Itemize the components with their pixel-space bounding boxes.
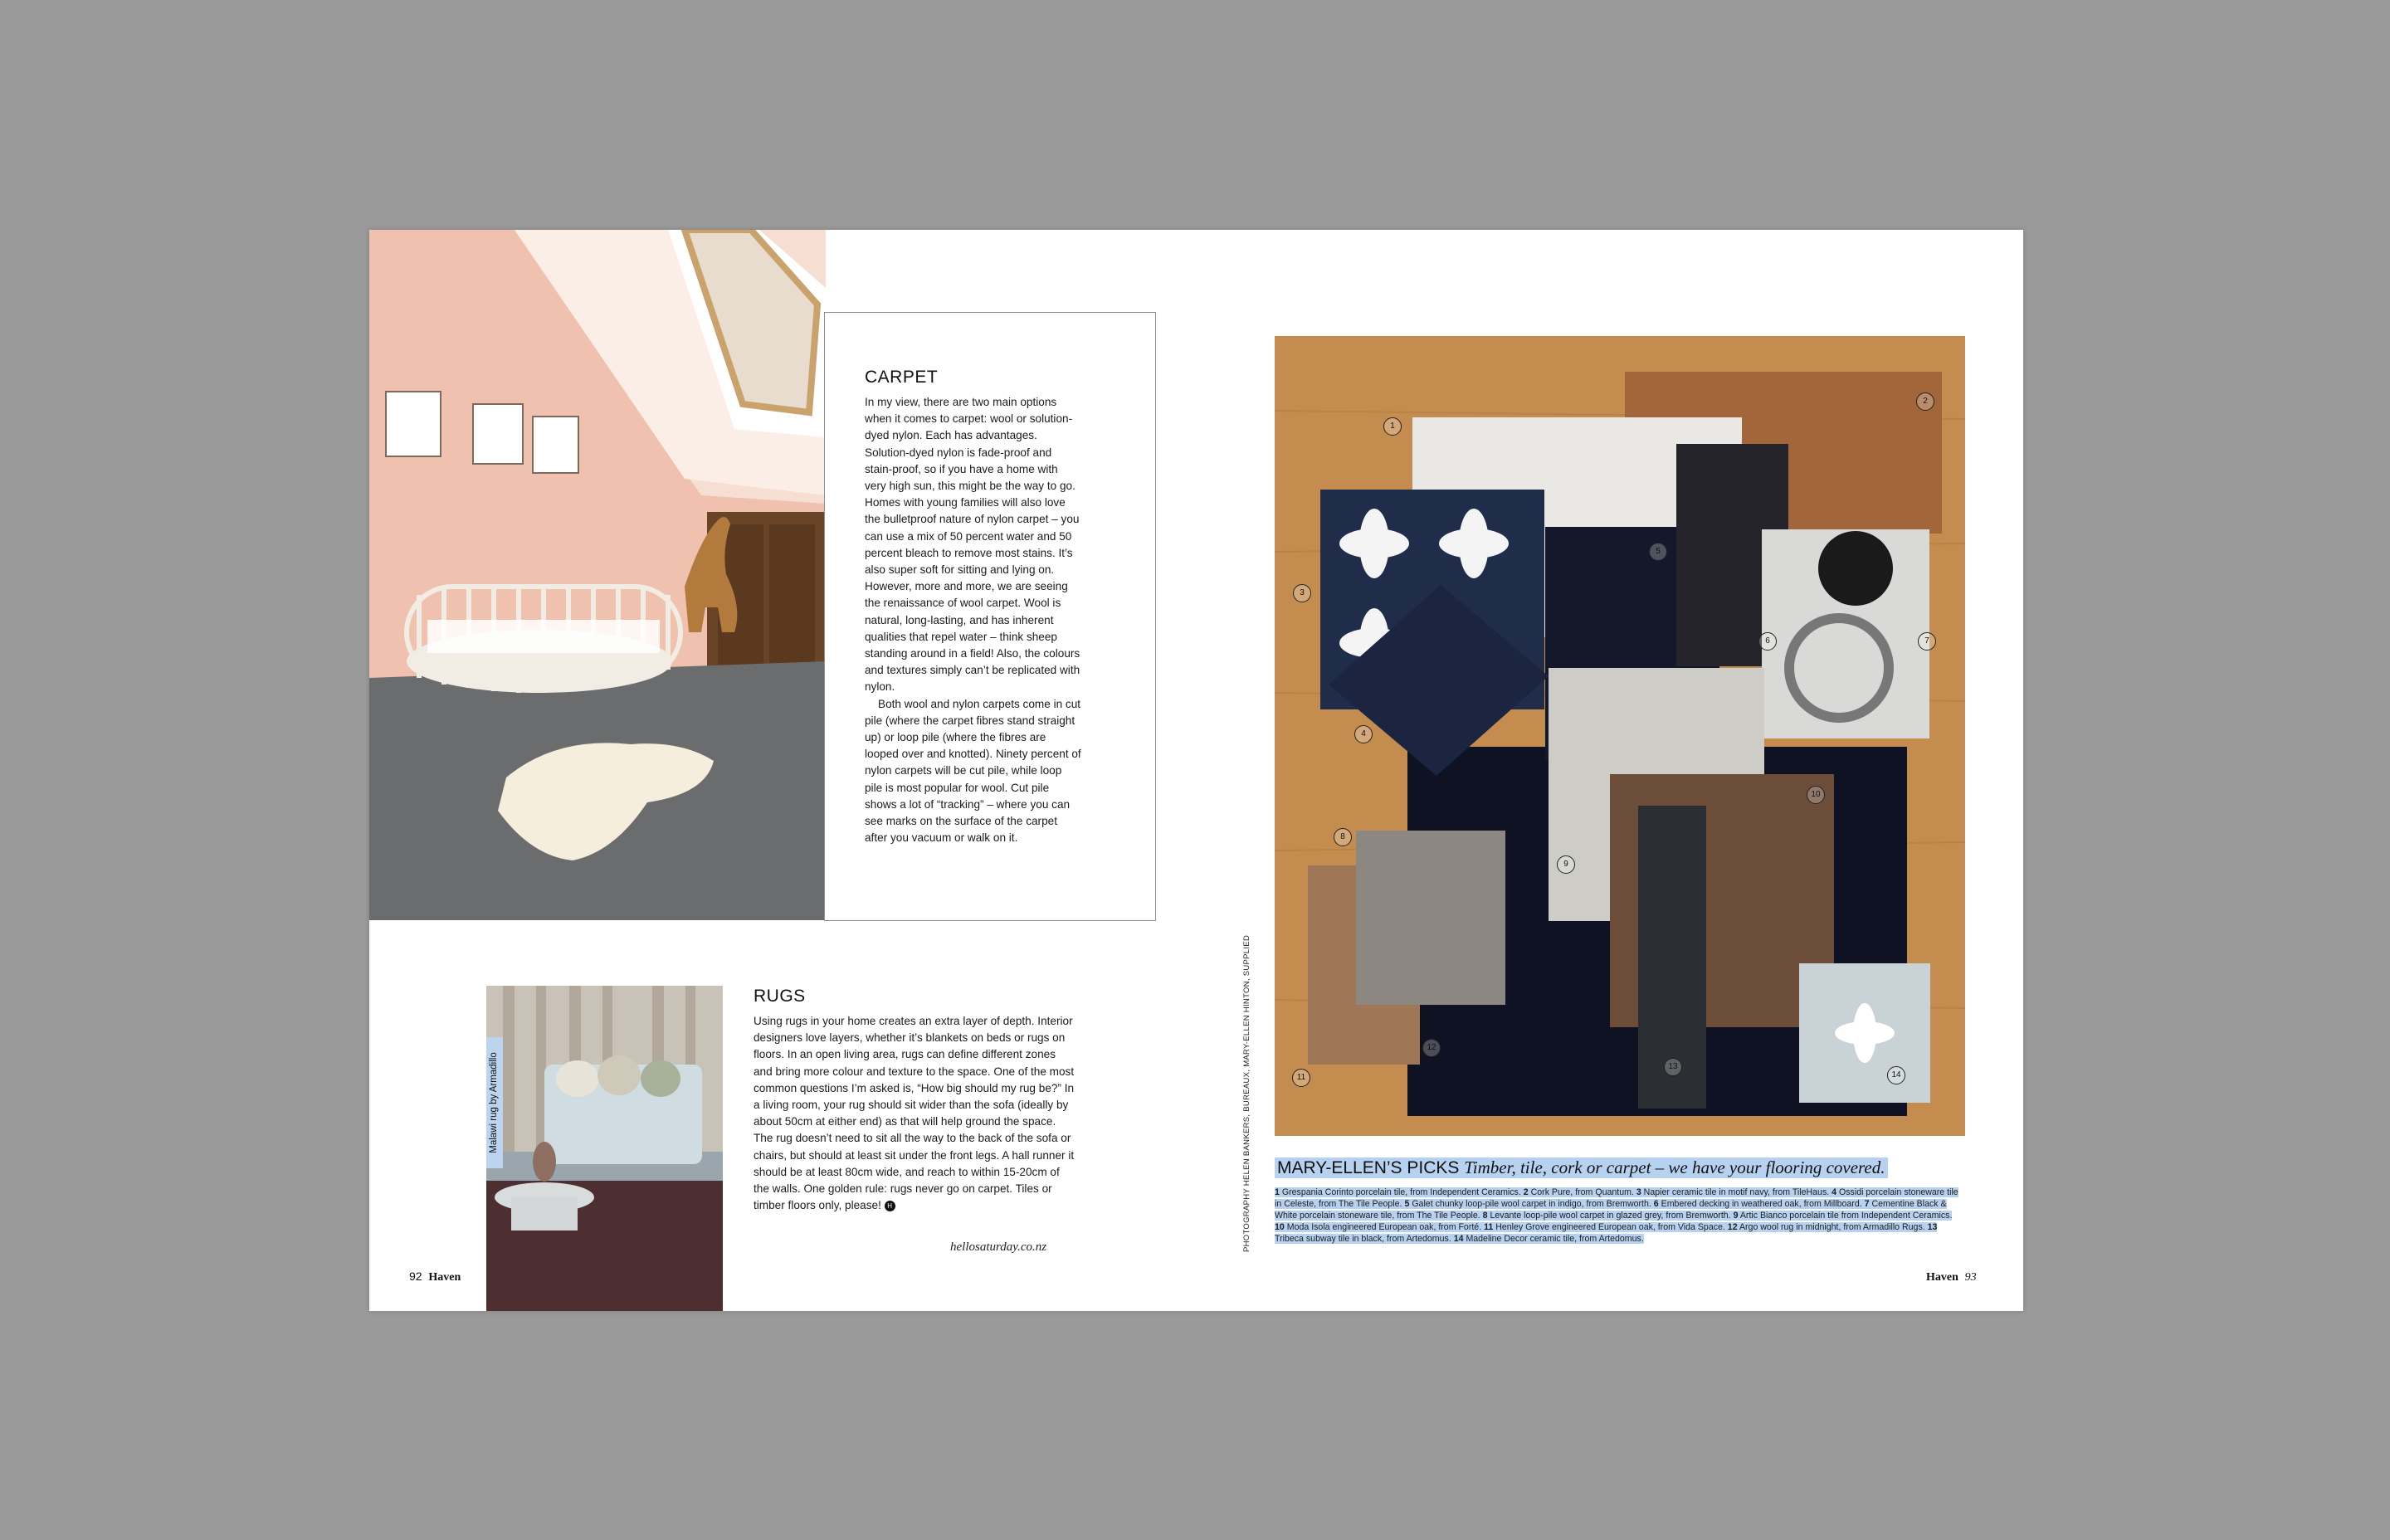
picks-heading-line [1275,1157,1888,1178]
pick-item [1734,1211,1953,1221]
pick-text: Madeline Decor ceramic tile, from Artedomus. [1466,1234,1644,1244]
sample-number-2: 2 [1916,392,1934,411]
rugs-heading: RUGS [754,987,806,1006]
picks-heading: MARY-ELLEN’S PICKS [1277,1158,1460,1177]
pick-text: Embered decking in weathered oak, from Millboard. [1661,1199,1862,1209]
sample-number-1: 1 [1383,417,1402,436]
rugs-image-credit: Malawi rug by Armadillo [486,1037,503,1168]
pick-text: Tribeca subway tile in black, from Artedomus. [1275,1234,1451,1244]
pick-number: 6 [1653,1199,1659,1209]
flooring-samples-illustration [1275,336,1965,1136]
pick-number: 12 [1727,1222,1738,1232]
sample-number-4: 4 [1354,725,1373,743]
carpet-paragraph-2: Both wool and nylon carpets come in cut pile (where the carpet fibres stand straight up) or loop pile (where the fibres are looped over and knotted). Ninety percent of nylon carpets will be cut pile, while loop pile is most popular for wool. Cut pile shows a lot of “tracking” – where you can see marks on the surface of the carpet after you vacuum or walk on it. [865,697,1081,845]
sample-number-11: 11 [1292,1069,1310,1087]
pick-number: 13 [1927,1222,1938,1232]
pick-item [1654,1199,1865,1209]
rugs-paragraph-text: Using rugs in your home creates an extra layer of depth. Interior designers love layers, whether it’s blankets on beds or rugs on floors. In an open living area, rugs can define different zones and bring more colour and texture to the space. One of the most common questions I’m asked is, “How big should my rug be?” In a living room, your rug should sit wider than the sofa (ideally by about 50cm at either end) as that will help ground the space. The rug doesn’t need to sit all the way to the back of the sofa or chairs, but should at least sit under the front legs. A hall runner it should be at least 80cm wide, and reach to within 15-20cm of the walls. One golden rule: rugs never go on carpet. Tiles or timber floors only, please! [754,1015,1075,1212]
carpet-paragraph-1: In my view, there are two main options when it comes to carpet: wool or solution-dyed nylon. Each has advantages. Solution-dyed nylon is fade-proof and stain-proof, so if you have a home with very high sun, this might be the way to go. Homes with young families will also love the bulletproof nature of nylon carpet – you can use a mix of 50 percent water and 50 percent bleach to remove most stains. It’s also super soft for sitting and lying on. However, more and more, we are seeing the renaissance of wool carpet. Wool is natural, long-lasting, and has inherent qualities that repel water – think sheep standing around in a field! Also, the colours and textures simply can’t be replicated with nylon. [865,396,1080,694]
left-folio [409,1270,461,1284]
pick-number: 2 [1523,1187,1529,1197]
pick-text: Galet chunky loop-pile wool carpet in indigo, from Bremworth. [1412,1199,1651,1209]
pick-item [1483,1211,1734,1221]
nursery-illustration [369,230,826,920]
picks-list [1275,1187,1958,1245]
pick-item [1454,1234,1644,1244]
pick-number: 10 [1275,1222,1285,1232]
pick-text: Henley Grove engineered European oak, from Vida Space. [1495,1222,1725,1232]
pick-text: Argo wool rug in midnight, from Armadillo Rugs. [1739,1222,1925,1232]
photography-credit: PHOTOGRAPHY HELEN BANKERS, BUREAUX, MARY-ELLEN HINTON, SUPPLIED [1242,934,1251,1252]
rugs-paragraph [754,1013,1077,1214]
sample-number-9: 9 [1557,855,1575,874]
pick-item [1524,1187,1636,1197]
end-mark: H [885,1201,895,1211]
sample-number-14: 14 [1887,1066,1905,1084]
right-folio [1926,1270,1977,1284]
pick-text: Cork Pure, from Quantum. [1530,1187,1634,1197]
carpet-textbox [824,312,1156,921]
pick-number: 9 [1733,1211,1739,1221]
pick-item [1275,1187,1524,1197]
sample-number-7: 7 [1918,632,1936,651]
sample-number-5: 5 [1649,543,1667,561]
pick-number: 7 [1864,1199,1870,1209]
magazine-spread [369,230,2023,1311]
pick-text: Ossidi porcelain stoneware tile in Celeste, from The Tile People. [1275,1187,1958,1209]
pick-number: 5 [1404,1199,1410,1209]
pick-text: Napier ceramic tile in motif navy, from TileHaus. [1643,1187,1830,1197]
pick-number: 4 [1832,1187,1837,1197]
pick-number: 14 [1453,1234,1464,1244]
pick-number: 8 [1482,1211,1488,1221]
pick-item [1728,1222,1928,1232]
living-room-illustration [486,986,723,1311]
left-page-number: 92 [409,1270,422,1283]
sample-number-12: 12 [1422,1039,1441,1057]
left-magazine-name: Haven [428,1271,461,1284]
pick-text: Moda Isola engineered European oak, from Forté. [1286,1222,1482,1232]
pick-item [1636,1187,1832,1197]
website-link[interactable]: hellosaturday.co.nz [950,1240,1047,1254]
right-page-number: 93 [1964,1271,1977,1284]
sample-number-10: 10 [1807,786,1825,804]
pick-text: Grespania Corinto porcelain tile, from Independent Ceramics. [1281,1187,1521,1197]
pick-number: 3 [1636,1187,1641,1197]
pick-text: Levante loop-pile wool carpet in glazed grey, from Bremworth. [1490,1211,1731,1221]
pick-item [1484,1222,1728,1232]
picks-subheading: Timber, tile, cork or carpet – we have your flooring covered. [1464,1157,1885,1177]
right-magazine-name: Haven [1926,1271,1958,1284]
sample-number-6: 6 [1758,632,1777,651]
pick-number: 1 [1275,1187,1280,1197]
carpet-article [865,368,1082,846]
carpet-heading: CARPET [865,368,939,387]
pick-item [1404,1199,1653,1209]
nursery-photo [369,230,826,920]
pick-text: Cementine Black & White porcelain stoneware tile, from The Tile People. [1275,1199,1947,1221]
sample-number-3: 3 [1293,584,1311,602]
pick-number: 11 [1484,1222,1494,1232]
sample-number-13: 13 [1664,1058,1682,1076]
rugs-article [754,987,1077,1214]
pick-text: Artic Bianco porcelain tile from Independent Ceramics. [1739,1211,1953,1221]
flooring-moodboard [1275,336,1965,1136]
picks-items [1275,1187,1958,1244]
pick-item [1275,1222,1484,1232]
sample-number-8: 8 [1334,828,1352,846]
rugs-photo [486,986,723,1311]
